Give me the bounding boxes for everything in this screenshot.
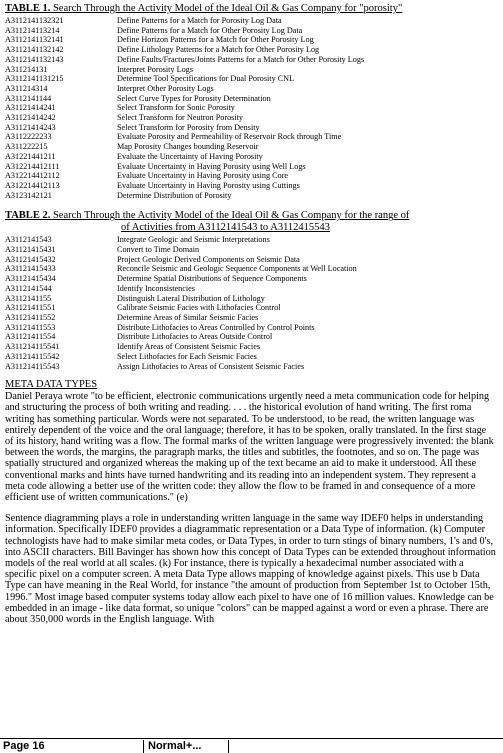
activity-description: Evaluate Uncertainty in Having Porosity using Cuttings — [117, 180, 300, 190]
activity-description: Project Geologic Derived Components on Seismic Data — [117, 254, 300, 264]
activity-code: A311214131 — [5, 64, 48, 74]
activity-code: A31121415434 — [5, 274, 56, 284]
activity-code: A311214314 — [5, 83, 48, 93]
activity-code: A3112141132141 — [5, 35, 64, 45]
activity-description: Select Transform for Neutron Porosity — [117, 113, 243, 123]
table-row — [5, 65, 497, 75]
activity-description: Define Faults/Fractures/Joints Patterns for a Match for Other Porosity Logs — [117, 54, 365, 64]
section-heading: META DATA TYPES — [5, 379, 98, 391]
table-row — [5, 362, 497, 372]
page-number: Page 16 — [3, 740, 45, 752]
activity-code: A3112141155 — [5, 293, 52, 303]
table-row — [5, 191, 497, 201]
table2-description-line2: of Activities from A3112141543 to A3112415543 — [121, 222, 330, 234]
activity-description: Interpret Other Porosity Logs — [117, 83, 214, 93]
activity-description: Convert to Time Domain — [117, 245, 200, 255]
activity-code: A3123142121 — [5, 190, 52, 200]
table-row — [5, 245, 497, 255]
activity-description: Define Patterns for a Match for Other Porosity Log Data — [117, 25, 303, 35]
activity-description: Distribute Lithofacies to Areas Controlled by Control Points — [117, 322, 315, 332]
table-row — [5, 313, 497, 323]
activity-description: Determine Distribution of Porosity — [117, 190, 232, 200]
table1-rows — [5, 16, 497, 200]
activity-code: A31221441211 — [5, 151, 56, 161]
activity-code: A31121414243 — [5, 122, 56, 132]
activity-description: Assign Lithofacies to Areas of Consistent Seismic Facies — [117, 361, 305, 371]
activity-description: Select Transform for Sonic Porosity — [117, 103, 235, 113]
table-row — [5, 181, 497, 191]
table-row — [5, 294, 497, 304]
table-row — [5, 132, 497, 142]
table-row — [5, 303, 497, 313]
table2-description: Search Through the Activity Model of the Ideal Oil & Gas Company for the range of — [50, 210, 410, 222]
activity-code: A3112141544 — [5, 283, 52, 293]
table2-title — [5, 210, 497, 234]
activity-description: Identify Inconsistencies — [117, 283, 195, 293]
activity-code: A31121415431 — [5, 245, 56, 255]
activity-code: A311222215 — [5, 142, 48, 152]
activity-description: Evaluate Porosity and Permeability of Reservoir Rock through Time — [117, 132, 342, 142]
activity-description: Distribute Lithofacies to Areas Outside Control — [117, 332, 273, 342]
activity-code: A312214412111 — [5, 161, 60, 171]
table-row — [5, 16, 497, 26]
activity-code: A3112141543 — [5, 235, 52, 245]
activity-code: A31121411552 — [5, 312, 56, 322]
table-row — [5, 323, 497, 333]
table-row — [5, 235, 497, 245]
activity-description: Define Patterns for a Match for Porosity Log Data — [117, 16, 282, 25]
table-row — [5, 352, 497, 362]
activity-description: Select Transform for Porosity from Density — [117, 122, 260, 132]
table-row — [5, 94, 497, 104]
activity-code: A311214113214 — [5, 25, 60, 35]
activity-description: Identify Areas of Consistent Seismic Facies — [117, 342, 261, 352]
table-row — [5, 142, 497, 152]
style-indicator[interactable]: Normal+... — [148, 740, 202, 752]
activity-code: A3112141132142 — [5, 45, 64, 55]
activity-description: Evaluate Uncertainty in Having Porosity using Core — [117, 171, 288, 181]
table-row — [5, 84, 497, 94]
table-row — [5, 74, 497, 84]
activity-description: Evaluate Uncertainty in Having Porosity using Well Logs — [117, 161, 306, 171]
table1-label: TABLE 1. — [5, 3, 51, 14]
table-row — [5, 45, 497, 55]
activity-code: A3112141144 — [5, 93, 52, 103]
activity-description: Map Porosity Changes bounding Reservoir — [117, 142, 259, 152]
table-row — [5, 171, 497, 181]
table-row — [5, 332, 497, 342]
activity-code: A3112141132143 — [5, 54, 64, 64]
activity-code: A311214115542 — [5, 351, 60, 361]
activity-description: Reconcile Seismic and Geologic Sequence Components at Well Location — [117, 264, 357, 274]
activity-description: Calibrate Seismic Facies with Lithofacies Control — [117, 303, 281, 313]
table-row — [5, 152, 497, 162]
table-row — [5, 103, 497, 113]
table1-title — [5, 3, 497, 15]
activity-description: Select Curve Types for Porosity Determination — [117, 93, 271, 103]
table-row — [5, 26, 497, 36]
activity-code: A31121415432 — [5, 254, 56, 264]
table-row — [5, 264, 497, 274]
activity-description: Define Horizon Patterns for a Match for Other Porosity Log — [117, 35, 314, 45]
table-row — [5, 162, 497, 172]
table2-label: TABLE 2. — [5, 210, 51, 222]
paragraph-2: Sentence diagramming plays a role in understanding written language in the same way IDEF0 helps in understanding information. Specifically IDEF0 provides a diagrammatic representation or a Data Type of information. (k) Computer technologists have had to make similar meta codes, or Data Types, in order to turn stings of binary numbers, 1's and 0's, into ASCII characters. Bill Bavinger has shown how this concept of Data Types can be extended throughout information models of the real world at all scales. (k) For instance, there is typically a hexadecimal number associated with a specific pixel on a computer screen. A meta Data Type allows mapping of knowledge against pixels. This use b Data Type can have meaning in the Real World, for instance "the amount of production from September 1st to October 15th, 1996." Most image based computer systems today allow each pixel to have one of 16 million values. Knowledge can be embedded in an image - like data format, so unique "colors" can be mapped against a word or even a phrase. There are about 350,000 words in the English language. With — [5, 513, 496, 626]
table-row — [5, 255, 497, 265]
activity-code: A31121411554 — [5, 332, 56, 342]
activity-description: Distinguish Lateral Distribution of Lithology — [117, 293, 265, 303]
activity-description: Select Lithofacies for Each Seismic Facies — [117, 351, 257, 361]
activity-code: A3112141132321 — [5, 16, 64, 25]
activity-code: A312214412113 — [5, 180, 60, 190]
status-bar — [0, 738, 503, 753]
table-row — [5, 35, 497, 45]
table-row — [5, 284, 497, 294]
activity-description: Determine Tool Specifications for Dual Porosity CNL — [117, 74, 295, 84]
activity-description: Integrate Geologic and Seismic Interpretations — [117, 235, 270, 245]
activity-description: Determine Areas of Similar Seismic Facies — [117, 312, 259, 322]
table-row — [5, 274, 497, 284]
activity-code: A311214115541 — [5, 342, 60, 352]
activity-code: A311214115543 — [5, 361, 60, 371]
table-row — [5, 55, 497, 65]
activity-code: A31121411553 — [5, 322, 56, 332]
activity-code: A3112222233 — [5, 132, 52, 142]
table1-description: Search Through the Activity Model of the Ideal Oil & Gas Company for "porosity" — [50, 3, 403, 14]
table-row — [5, 123, 497, 133]
table2-rows — [5, 235, 497, 371]
document-page — [5, 0, 497, 738]
activity-code: A31121414241 — [5, 103, 56, 113]
table-row — [5, 342, 497, 352]
activity-description: Interpret Porosity Logs — [117, 64, 193, 74]
table-row — [5, 113, 497, 123]
activity-description: Evaluate the Uncertainty of Having Porosity — [117, 151, 263, 161]
activity-code: A312214412112 — [5, 171, 60, 181]
paragraph-1: Daniel Peraya wrote "to be efficient, electronic communications urgently need a meta communication code for helping and structuring the process of both writing and reading. . . . the historical evolution of hand writing. The first roma writing has something particular. Words were not separated. To be understood, to be read, the written language was entirely dependent of the voice and the oral language; therefore, it has to be spoken, orally translated. In the first stage of its history, hand writing was a flow. The formal marks of the written language were progressively invented: the blank between the words, the margins, the paragraph marks, the titles and subtitles, the footnotes, and so on. The page was spatially structured and organized whereas the making up of the text became an aid to make it understood. All these conventional marks and hints have turned handwriting and its reading into an independent system. They represent a meta code allowing a better use of the written code: they allow the flow to be framed in and consequence of a more efficient use of written communications." (e) — [5, 391, 494, 504]
activity-code: A31121411551 — [5, 303, 56, 313]
status-divider — [228, 740, 229, 753]
activity-description: Determine Spatial Distributions of Sequence Components — [117, 274, 307, 284]
activity-code: A3112141131215 — [5, 74, 64, 84]
activity-description: Define Lithology Patterns for a Match for Other Porosity Log — [117, 45, 320, 55]
activity-code: A31121414242 — [5, 113, 56, 123]
activity-code: A31121415433 — [5, 264, 56, 274]
